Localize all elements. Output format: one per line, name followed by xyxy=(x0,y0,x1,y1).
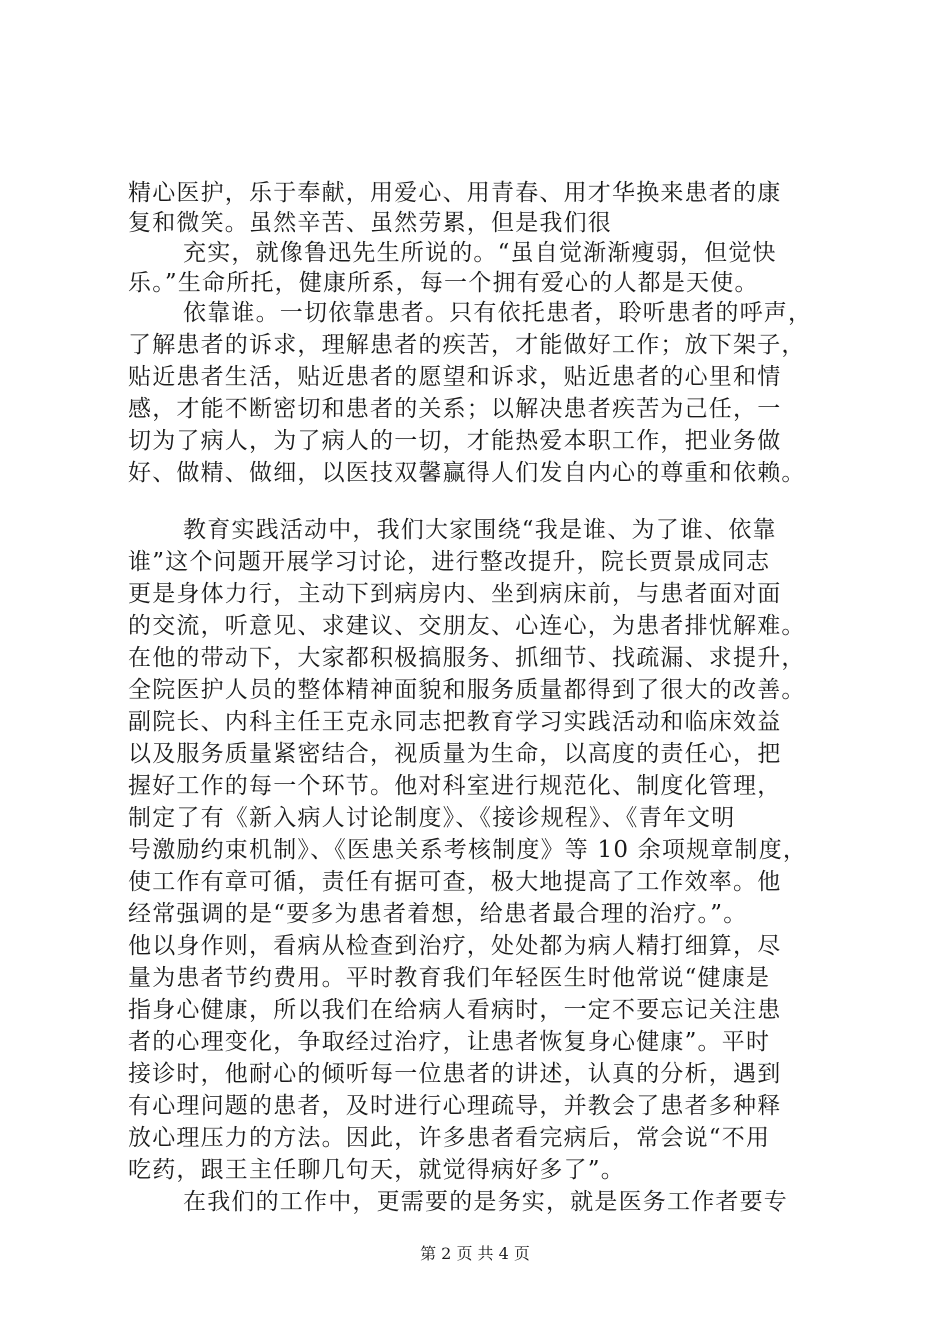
text-line: 更是身体力行，主动下到病房内、坐到病床前，与患者面对面 xyxy=(128,581,782,607)
text-line: 充实，就像鲁迅先生所说的。“虽自觉渐渐瘦弱，但觉快 xyxy=(183,240,777,266)
text-line: 乐。”生命所托，健康所系，每一个拥有爱心的人都是天使。 xyxy=(128,270,759,296)
text-line: 贴近患者生活，贴近患者的愿望和诉求，贴近患者的心里和情 xyxy=(128,364,782,390)
text-line: 谁”这个问题开展学习讨论，进行整改提升，院长贾景成同志 xyxy=(128,549,771,575)
text-line: 量为患者节约费用。平时教育我们年轻医生时他常说“健康是 xyxy=(128,965,771,991)
text-line: 握好工作的每一个环节。他对科室进行规范化、制度化管理， xyxy=(128,773,782,799)
text-line: 有心理问题的患者，及时进行心理疏导，并教会了患者多种释 xyxy=(128,1093,782,1119)
text-line: 制定了有《新入病人讨论制度》、《接诊规程》、《青年文明 xyxy=(128,805,736,831)
text-line: 复和微笑。虽然辛苦、虽然劳累，但是我们很 xyxy=(128,210,612,236)
text-line: 教育实践活动中，我们大家围绕“我是谁、为了谁、依靠 xyxy=(183,517,777,543)
text-line: 了解患者的诉求，理解患者的疾苦，才能做好工作；放下架子， xyxy=(128,332,806,358)
page-number-footer: 第 2 页 共 4 页 xyxy=(420,1244,530,1263)
text-line: 副院长、内科主任王克永同志把教育学习实践活动和临床效益 xyxy=(128,709,782,735)
text-line: 全院医护人员的整体精神面貌和服务质量都得到了很大的改善。 xyxy=(128,677,806,703)
text-line: 接诊时，他耐心的倾听每一位患者的讲述，认真的分析，遇到 xyxy=(128,1061,782,1087)
text-line: 指身心健康，所以我们在给病人看病时，一定不要忘记关注患 xyxy=(128,997,782,1023)
text-line: 使工作有章可循，责任有据可查，极大地提高了工作效率。他 xyxy=(128,869,782,895)
text-line: 吃药，跟王主任聊几句天，就觉得病好多了”。 xyxy=(128,1157,625,1183)
text-line: 号激励约束机制》、《医患关系考核制度》等 10 余项规章制度， xyxy=(128,837,808,863)
text-line: 他以身作则，看病从检查到治疗，处处都为病人精打细算，尽 xyxy=(128,933,782,959)
text-line: 者的心理变化，争取经过治疗，让患者恢复身心健康”。平时 xyxy=(128,1029,771,1055)
text-line: 在他的带动下，大家都积极搞服务、抓细节、找疏漏、求提升， xyxy=(128,645,806,671)
text-line: 的交流，听意见、求建议、交朋友、心连心，为患者排忧解难。 xyxy=(128,613,806,639)
text-line: 感，才能不断密切和患者的关系；以解决患者疾苦为己任，一 xyxy=(128,396,782,422)
text-line: 经常强调的是“要多为患者着想，给患者最合理的治疗。”。 xyxy=(128,901,748,927)
text-line: 切为了病人，为了病人的一切，才能热爱本职工作，把业务做 xyxy=(128,428,782,454)
text-line: 放心理压力的方法。因此，许多患者看完病后，常会说“不用 xyxy=(128,1125,771,1151)
text-line: 精心医护，乐于奉献，用爱心、用青春、用才华换来患者的康 xyxy=(128,180,782,206)
text-line: 依靠谁。一切依靠患者。只有依托患者，聆听患者的呼声， xyxy=(183,300,813,326)
text-line: 在我们的工作中，更需要的是务实，就是医务工作者要专 xyxy=(183,1189,788,1215)
text-line: 好、做精、做细，以医技双馨赢得人们发自内心的尊重和依赖。 xyxy=(128,460,806,486)
text-line: 以及服务质量紧密结合，视质量为生命，以高度的责任心，把 xyxy=(128,741,782,767)
